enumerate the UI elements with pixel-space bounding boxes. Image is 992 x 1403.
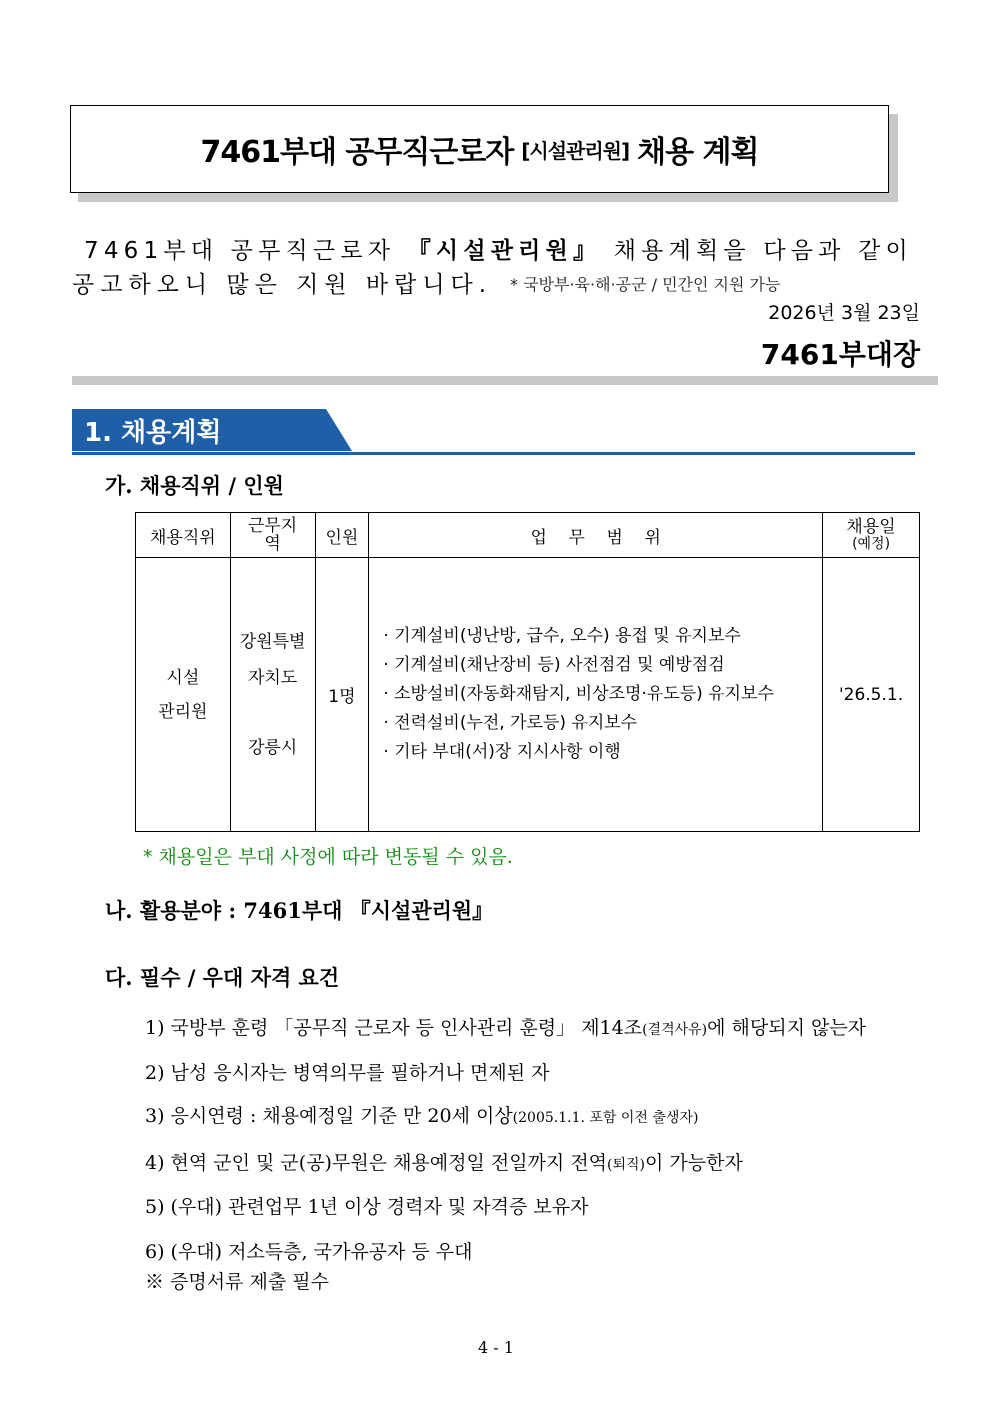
duty-item: · 소방설비(자동화재탐지, 비상조명·유도등) 유지보수 <box>383 684 774 704</box>
cell-position: 시설 관리원 <box>136 558 231 832</box>
subsection-na-title: 나. 활용분야 : 7461부대 『시설관리원』 <box>105 898 494 923</box>
title-suffix: 채용 계획 <box>637 135 759 170</box>
title-main: 7461부대 공무직근로자 <box>200 135 514 170</box>
applicant-note: * 국방부·육·해·공군 / 민간인 지원 가능 <box>510 275 781 294</box>
document-title <box>70 105 889 193</box>
intro-line-1 <box>72 232 922 265</box>
section-underline <box>72 452 915 455</box>
requirement-item: 3) 응시연령 : 채용예정일 기준 만 20세 이상(2005.1.1. 포함 이전 출생자) <box>145 1105 699 1127</box>
title-bracket: [시설관리원] <box>521 138 630 163</box>
requirement-item: 4) 현역 군인 및 군(공)무원은 채용예정일 전일까지 전역(퇴직)이 가능한자 <box>145 1152 743 1174</box>
duty-item: · 기타 부대(서)장 지시사항 이행 <box>383 742 621 762</box>
section-header <box>72 409 915 455</box>
header-duties: 업 무 범 위 <box>369 513 823 558</box>
page-number: 4 - 1 <box>478 1338 514 1357</box>
section-tab-corner <box>326 409 352 451</box>
duty-item: · 전력설비(누전, 가로등) 유지보수 <box>383 713 638 733</box>
duty-item: · 기계설비(채난장비 등) 사전점검 및 예방점검 <box>383 655 725 675</box>
header-hire-date: 채용일 (예정) <box>823 513 920 558</box>
table-row <box>136 558 920 832</box>
header-region: 근무지역 <box>230 513 315 558</box>
requirement-item: 5) (우대) 관련업무 1년 이상 경력자 및 자격증 보유자 <box>145 1196 589 1218</box>
subsection-da-title: 다. 필수 / 우대 자격 요건 <box>105 965 340 990</box>
cell-count: 1명 <box>315 558 369 832</box>
signer: 7461부대장 <box>760 338 920 371</box>
table-header-row <box>136 513 920 558</box>
header-count: 인원 <box>315 513 369 558</box>
table-footnote: * 채용일은 부대 사정에 따라 변동될 수 있음. <box>143 846 513 868</box>
header-position: 채용직위 <box>136 513 231 558</box>
requirement-item: 2) 남성 응시자는 병역의무를 필하거나 면제된 자 <box>145 1062 550 1084</box>
recruitment-table <box>135 512 920 832</box>
intro-line-2: 공고하오니 많은 지원 바랍니다. <box>72 272 493 298</box>
intro-text-a: 7461부대 공무직근로자 <box>84 238 396 264</box>
divider <box>72 376 938 385</box>
requirement-item: 1) 국방부 훈령 「공무직 근로자 등 인사관리 훈령」 제14조(결격사유)에 해당되지 않는자 <box>145 1017 867 1039</box>
intro-text-bold: 『시설관리원』 <box>407 238 602 264</box>
duty-item: · 기계설비(냉난방, 급수, 오수) 용접 및 유지보수 <box>383 626 741 646</box>
subsection-ga-title: 가. 채용직위 / 인원 <box>105 473 284 498</box>
requirement-note: ※ 증명서류 제출 필수 <box>145 1271 329 1293</box>
cell-duties <box>369 558 823 832</box>
section-title: 1. 채용계획 <box>72 409 326 451</box>
requirement-item: 6) (우대) 저소득층, 국가유공자 등 우대 <box>145 1241 473 1263</box>
cell-hire-date: '26.5.1. <box>823 558 920 832</box>
cell-region: 강원특별 자치도 강릉시 <box>230 558 315 832</box>
intro-text-c: 채용계획을 다음과 같이 <box>613 238 913 264</box>
announcement-date: 2026년 3월 23일 <box>768 302 920 324</box>
